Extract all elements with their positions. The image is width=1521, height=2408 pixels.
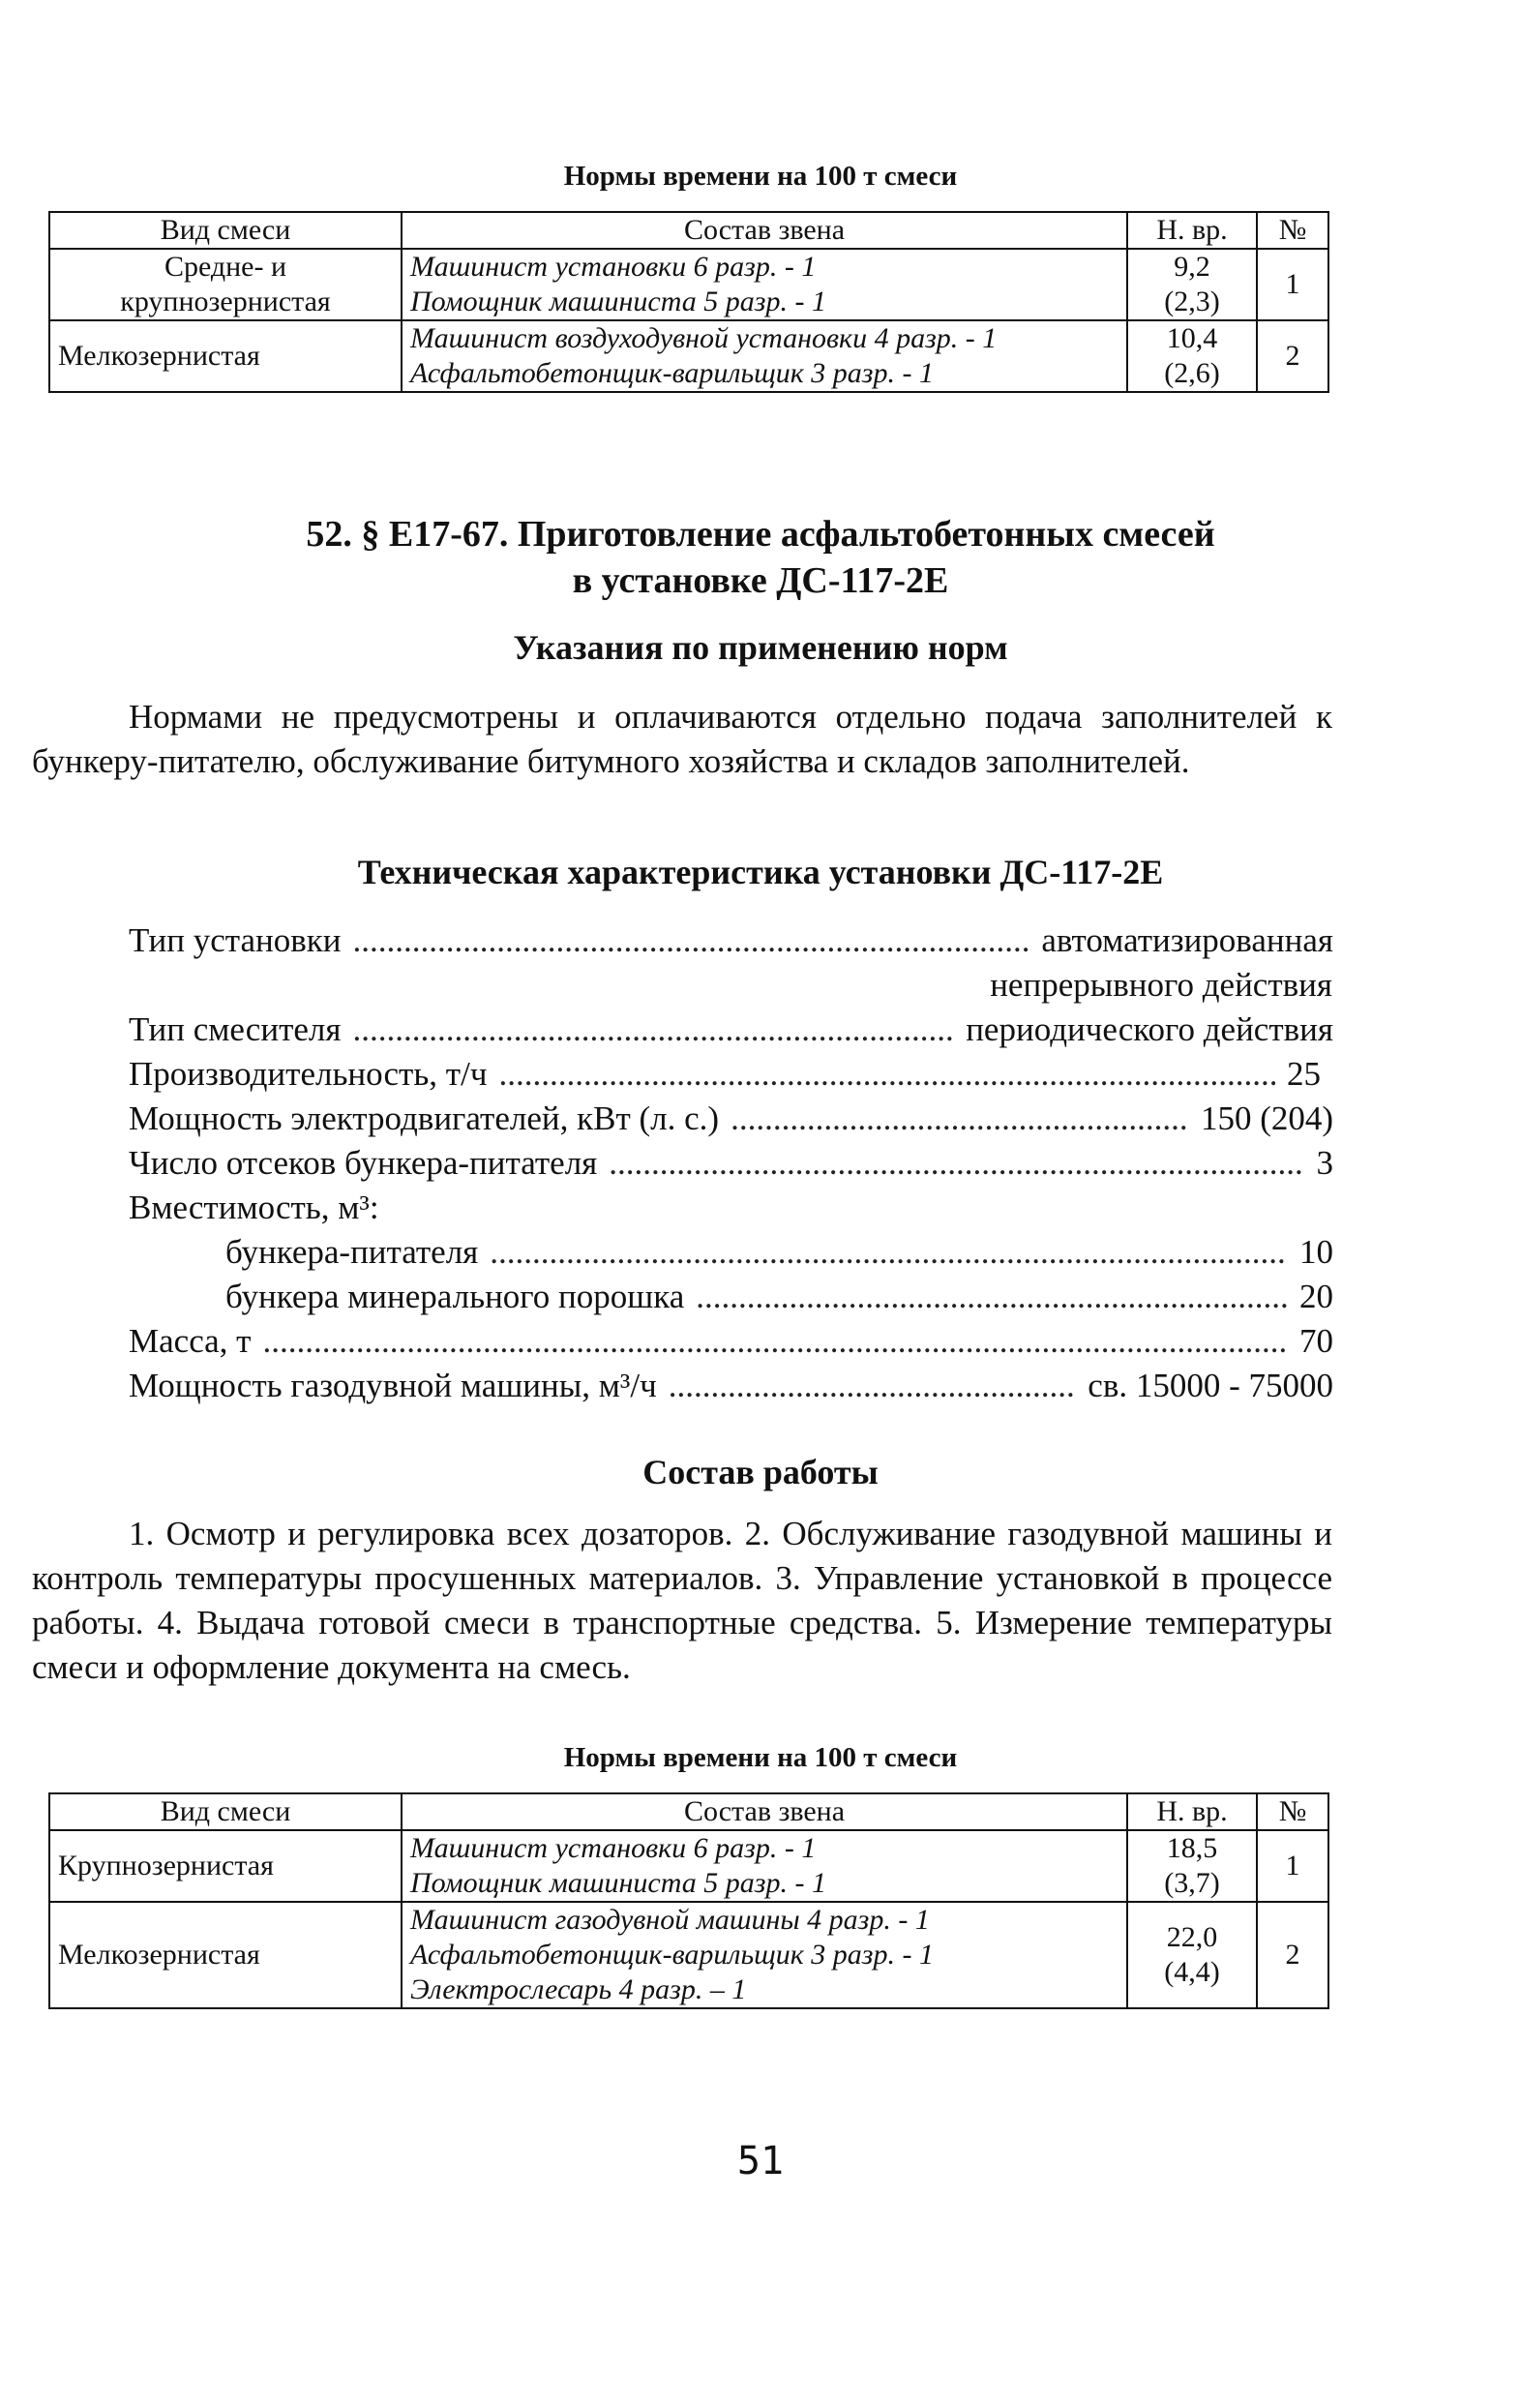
mix-cell: Мелкозернистая (49, 1902, 402, 2008)
spec-value: св. 15000 - 75000 (1088, 1367, 1333, 1404)
crew-line: Машинист установки 6 разр. - 1 (410, 251, 817, 283)
leader-dots (498, 1055, 1275, 1094)
spec-label: Число отсеков бункера-питателя (129, 1144, 598, 1182)
norms-table-2 (48, 1792, 1329, 2009)
leader-dots (353, 921, 1030, 960)
spec-label: бункера-питателя (225, 1233, 479, 1271)
time-cell (1127, 1902, 1257, 2008)
mix-line: крупнозернистая (120, 286, 331, 317)
crew-cell (402, 320, 1127, 392)
leader-dots (490, 1233, 1288, 1272)
spec-value: 150 (204) (1200, 1099, 1333, 1137)
spec-type-cont: непрерывного действия (990, 966, 1332, 1004)
spec-label: Мощность газодувной машины, м³/ч (129, 1367, 657, 1404)
number-cell: 1 (1257, 1830, 1328, 1902)
leader-dots (669, 1367, 1077, 1405)
crew-line: Помощник машиниста 5 разр. - 1 (410, 1867, 826, 1899)
table1-caption: Нормы времени на 100 т смеси (563, 161, 958, 192)
leader-dots (609, 1144, 1304, 1183)
spec-value: автоматизированная (1041, 921, 1333, 959)
crew-line: Асфальтобетонщик-варильщик 3 разр. - 1 (410, 1939, 934, 1971)
header-crew: Состав звена (402, 212, 1127, 249)
time-paren-value: (2,3) (1164, 286, 1220, 317)
spec-type (129, 921, 1333, 960)
spec-powder (225, 1278, 1333, 1316)
mix-cell (49, 249, 402, 320)
instructions-heading: Указания по применению норм (513, 628, 1008, 667)
spec-label: Масса, т (129, 1322, 252, 1360)
page-number: 51 (736, 2139, 785, 2183)
spec-value: 20 (1299, 1278, 1333, 1315)
header-number: № (1257, 212, 1328, 249)
time-paren-value: (4,4) (1164, 1956, 1220, 1988)
spec-value: 10 (1299, 1233, 1333, 1271)
mix-cell: Мелкозернистая (49, 320, 402, 392)
time-value: 22,0 (1166, 1921, 1218, 1953)
table-row (49, 320, 1328, 392)
spec-mixer (129, 1010, 1333, 1049)
spec-value: 25 (1287, 1055, 1321, 1093)
time-value: 10,4 (1166, 322, 1218, 354)
time-cell (1127, 1830, 1257, 1902)
spec-capacity-label: Вместимость, м³: (129, 1189, 379, 1226)
spec-label: Мощность электродвигателей, кВт (л. с.) (129, 1099, 720, 1137)
spec-label: Тип смесителя (129, 1010, 342, 1048)
number-cell: 1 (1257, 249, 1328, 320)
table-row (49, 249, 1328, 320)
crew-cell (402, 249, 1127, 320)
time-cell (1127, 320, 1257, 392)
time-value: 18,5 (1166, 1832, 1218, 1864)
header-time: Н. вр. (1127, 212, 1257, 249)
spec-label: Тип установки (129, 921, 342, 959)
crew-line: Машинист воздуходувной установки 4 разр. - 1 (410, 322, 998, 354)
header-crew: Состав звена (402, 1793, 1127, 1830)
crew-line: Машинист газодувной машины 4 разр. - 1 (410, 1904, 930, 1936)
crew-line: Асфальтобетонщик-варильщик 3 разр. - 1 (410, 357, 934, 389)
leader-dots (352, 1010, 954, 1049)
norms-table-1 (48, 211, 1329, 393)
section-title-line1: 52. § Е17-67. Приготовление асфальтобетонных смесей (306, 514, 1215, 555)
spec-value: 70 (1299, 1322, 1333, 1360)
section-title-line2: в установке ДС-117-2Е (572, 560, 949, 601)
spec-mass (129, 1322, 1333, 1361)
time-paren-value: (3,7) (1164, 1867, 1220, 1899)
number-cell: 2 (1257, 320, 1328, 392)
mix-line: Средне- и (164, 251, 287, 283)
spec-compartments (129, 1144, 1333, 1183)
crew-line: Помощник машиниста 5 разр. - 1 (410, 286, 826, 317)
table-header-row (49, 1793, 1328, 1830)
table-row (49, 1830, 1328, 1902)
tech-heading: Техническая характеристика установки ДС-117-2Е (357, 853, 1164, 891)
spec-value: 3 (1316, 1144, 1333, 1182)
spec-label: бункера минерального порошка (225, 1278, 685, 1315)
time-value: 9,2 (1174, 251, 1210, 283)
spec-blower (129, 1367, 1333, 1405)
spec-productivity (129, 1055, 1321, 1094)
table-row (49, 1902, 1328, 2008)
mix-cell: Крупнозернистая (49, 1830, 402, 1902)
crew-line: Электрослесарь 4 разр. – 1 (410, 1973, 747, 2005)
spec-feeder (225, 1233, 1333, 1272)
table2-caption: Нормы времени на 100 т смеси (563, 1742, 958, 1773)
number-cell: 2 (1257, 1902, 1328, 2008)
spec-value: периодического действия (966, 1010, 1333, 1048)
header-mix: Вид смеси (49, 1793, 402, 1830)
crew-cell (402, 1830, 1127, 1902)
header-number: № (1257, 1793, 1328, 1830)
leader-dots (696, 1278, 1288, 1316)
leader-dots (262, 1322, 1288, 1361)
time-paren-value: (2,6) (1164, 357, 1220, 389)
work-heading: Состав работы (642, 1453, 879, 1491)
header-mix: Вид смеси (49, 212, 402, 249)
work-text: 1. Осмотр и регулировка всех дозаторов. 2. Обслуживание газодувной машины и контроль температуры просушенных материалов. 3. Управление установкой в процессе работы. 4. Выдача готовой смеси в транспортные средства. 5. Измерение температуры смеси и оформление документа на смесь. (32, 1515, 1332, 1686)
instructions-text: Нормами не предусмотрены и оплачиваются отдельно подача заполнителей к бункеру-питателю, обслуживание битумного хозяйства и складов заполнителей. (32, 698, 1332, 780)
time-cell (1127, 249, 1257, 320)
crew-line: Машинист установки 6 разр. - 1 (410, 1832, 817, 1864)
table-header-row (49, 212, 1328, 249)
spec-power (129, 1099, 1333, 1138)
spec-label: Производительность, т/ч (129, 1055, 488, 1093)
header-time: Н. вр. (1127, 1793, 1257, 1830)
crew-cell (402, 1902, 1127, 2008)
leader-dots (731, 1099, 1189, 1138)
